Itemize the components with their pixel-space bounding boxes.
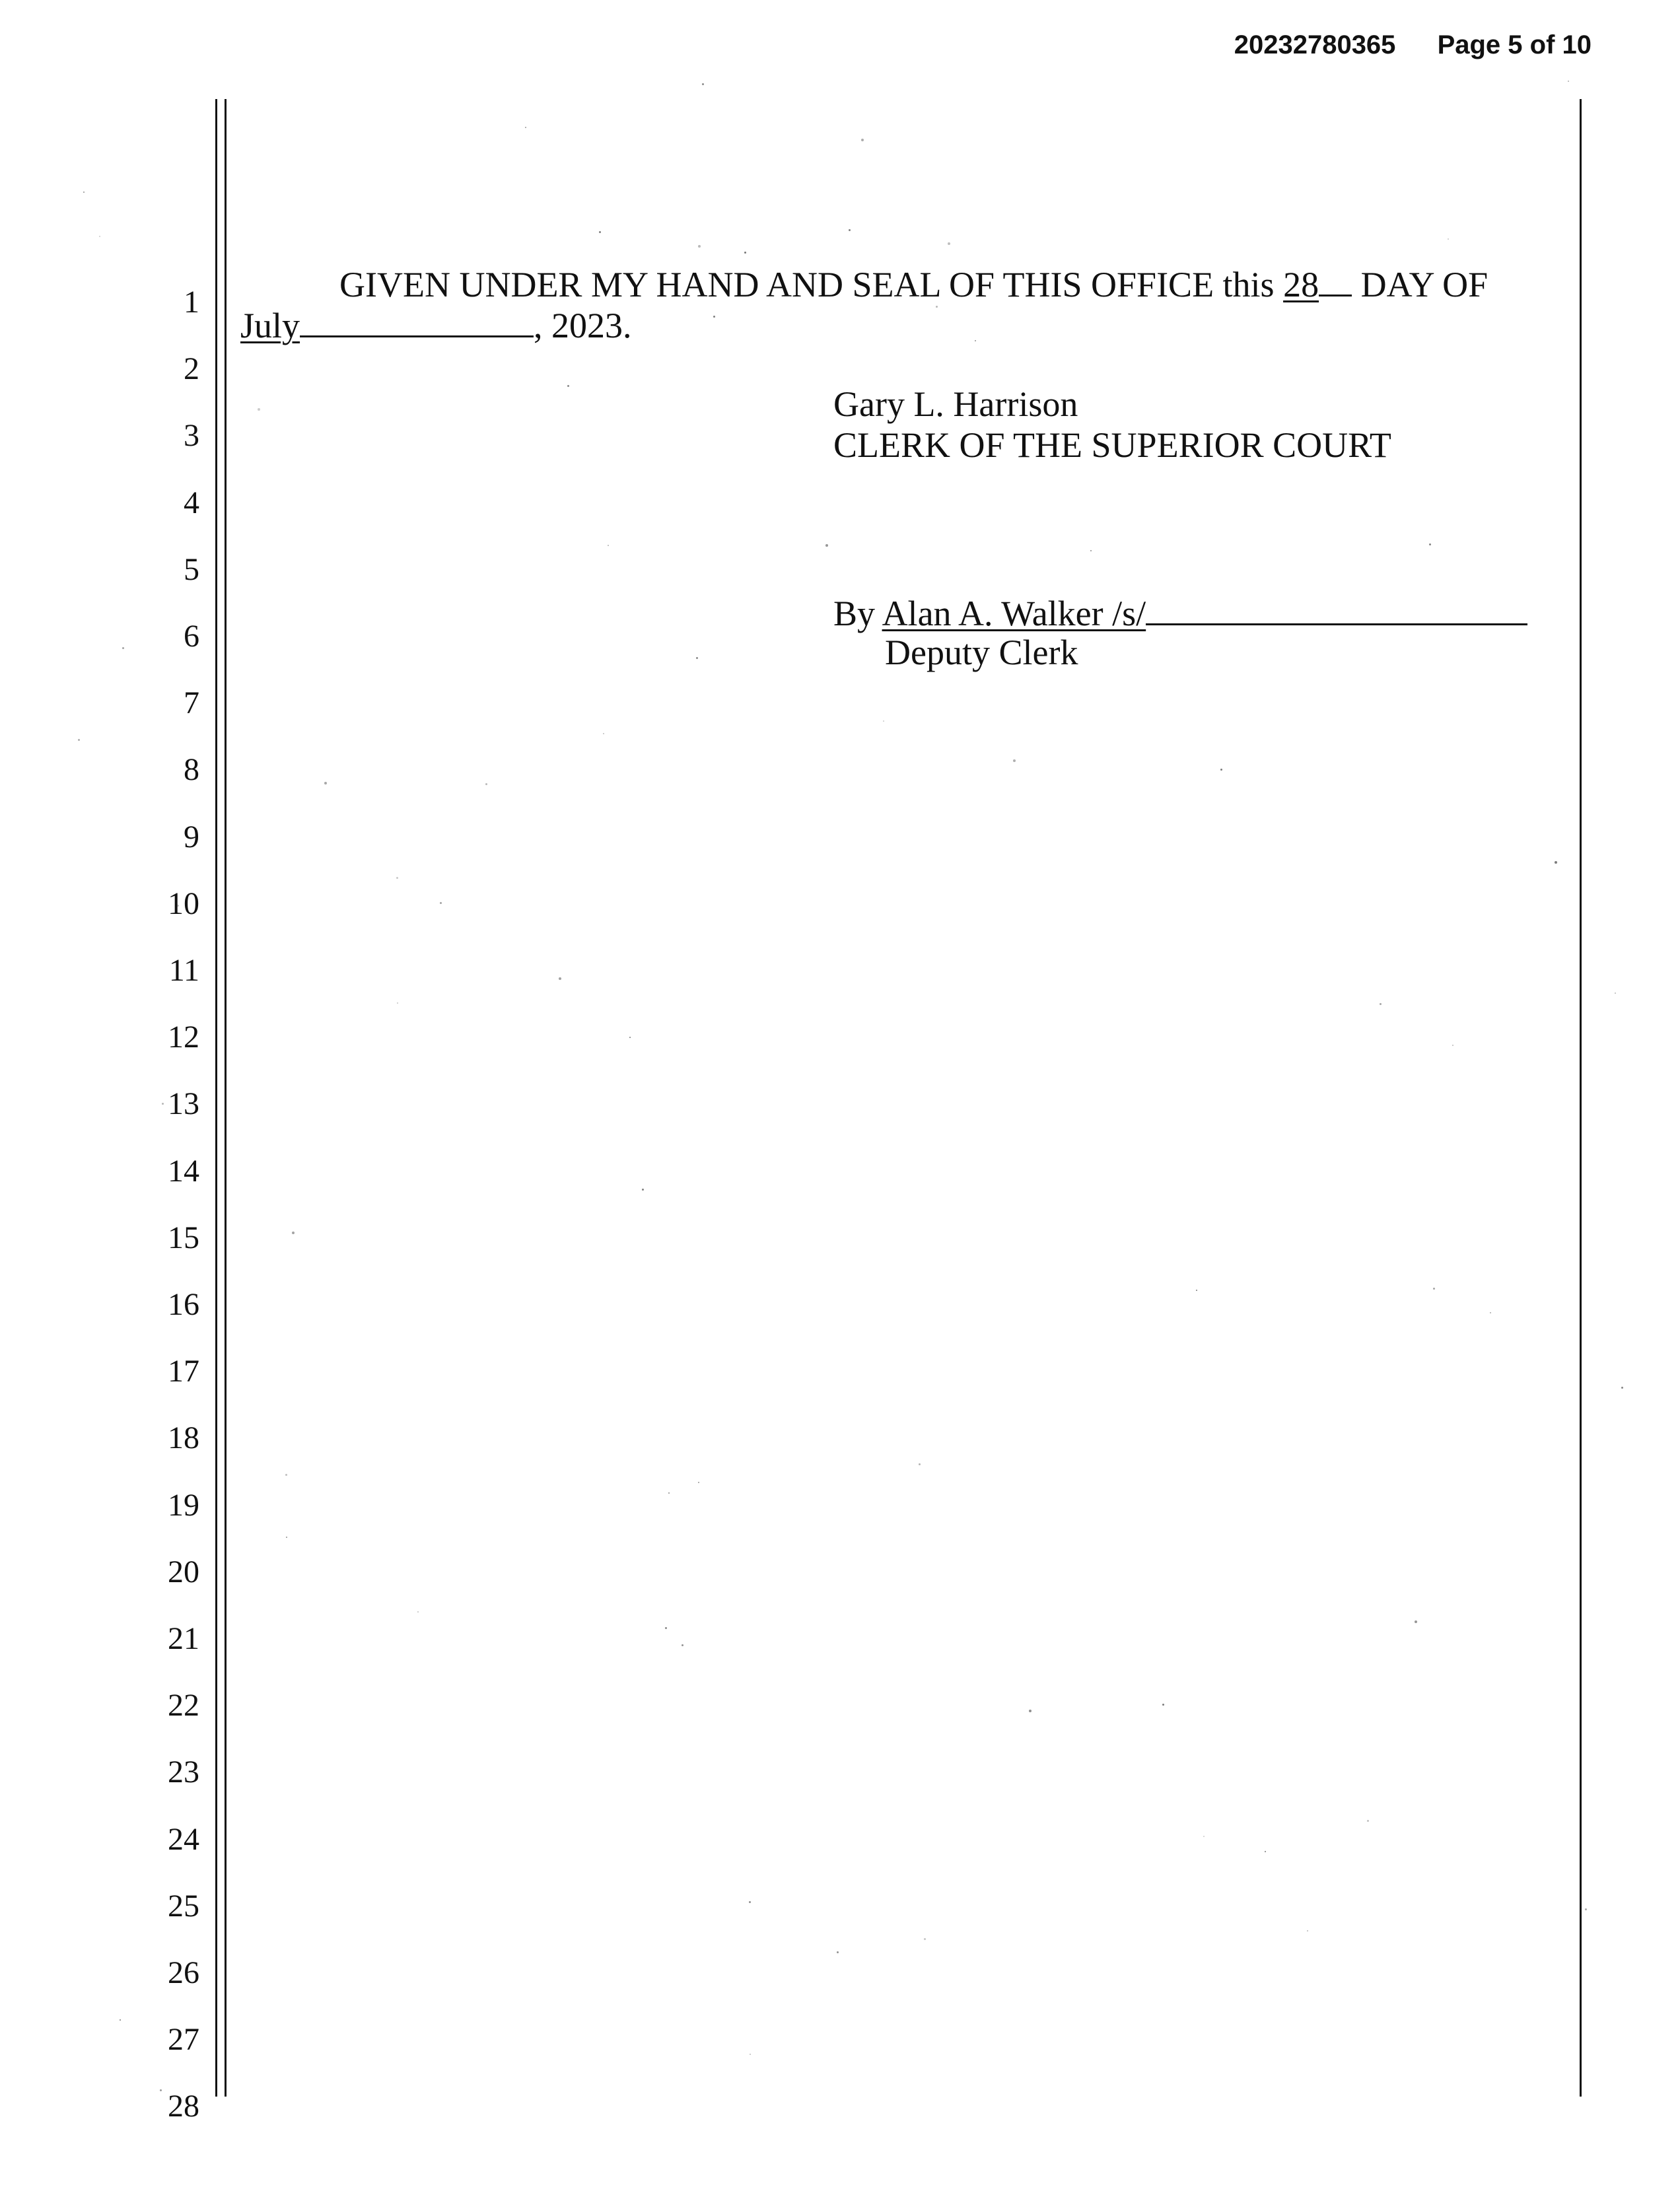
scan-speck (397, 1002, 398, 1004)
scan-speck (177, 905, 179, 907)
line-number: 3 (184, 418, 199, 453)
scan-speck (1490, 1312, 1491, 1313)
scan-speck (292, 1232, 295, 1234)
scan-speck (83, 191, 85, 193)
day-blank (1319, 261, 1352, 296)
scan-speck (1429, 543, 1431, 545)
scan-speck (525, 127, 526, 128)
scan-speck (919, 1463, 921, 1465)
scan-speck (1415, 1620, 1417, 1623)
scan-speck (1585, 1908, 1587, 1910)
scan-speck (78, 739, 80, 741)
scan-speck (1380, 1003, 1382, 1005)
scan-speck (837, 1951, 839, 1953)
scan-speck (750, 2054, 751, 2055)
signature-by: By (833, 594, 876, 633)
line-number: 12 (168, 1020, 199, 1055)
scan-speck (698, 1482, 699, 1483)
scan-speck (1203, 1836, 1205, 1837)
scan-speck (1220, 769, 1222, 771)
scan-speck (744, 252, 746, 254)
scan-speck (1555, 861, 1557, 864)
scan-speck (285, 1474, 287, 1476)
line-number: 4 (184, 485, 199, 520)
line-number: 28 (168, 2089, 199, 2124)
scan-speck (1367, 1820, 1369, 1822)
line-number: 15 (168, 1220, 199, 1255)
clerk-title: CLERK OF THE SUPERIOR COURT (833, 425, 1391, 465)
signature-blank (1146, 590, 1527, 625)
scan-speck (696, 657, 698, 659)
given-day-of: DAY OF (1360, 265, 1488, 304)
line-number-column (0, 0, 205, 2191)
scan-speck (1265, 1851, 1266, 1852)
line-number: 6 (184, 619, 199, 654)
line-number: 24 (168, 1822, 199, 1857)
scan-speck (1568, 81, 1569, 82)
left-margin-rule-inner (225, 99, 227, 2097)
page-indicator: Page 5 of 10 (1437, 30, 1592, 59)
scan-speck (948, 242, 950, 245)
scan-speck (1029, 1710, 1032, 1712)
line-number: 10 (168, 886, 199, 921)
scan-speck (1433, 1288, 1435, 1290)
signature-signer: Alan A. Walker /s/ (882, 594, 1146, 633)
line-number: 26 (168, 1955, 199, 1990)
given-date-line (240, 302, 632, 345)
scan-speck (608, 545, 609, 546)
scan-speck (258, 408, 260, 411)
scan-speck (1452, 1045, 1453, 1046)
given-day: 28 (1283, 265, 1319, 304)
scan-speck (1448, 238, 1449, 240)
scan-speck (324, 782, 327, 784)
line-number: 7 (184, 685, 199, 720)
signature-line (833, 590, 1527, 633)
scan-speck (99, 236, 100, 237)
scan-speck (861, 139, 864, 141)
scan-speck (1196, 1290, 1197, 1291)
scan-speck (749, 1901, 751, 1903)
line-number: 21 (168, 1621, 199, 1656)
scan-speck (642, 1189, 644, 1191)
scan-speck (1621, 1387, 1623, 1389)
month-blank (300, 302, 534, 337)
line-number: 22 (168, 1688, 199, 1723)
scan-speck (668, 1492, 670, 1494)
left-margin-rule-outer (215, 99, 217, 2097)
scan-speck (396, 877, 398, 879)
scan-speck (485, 783, 487, 785)
line-number: 11 (168, 953, 199, 988)
scan-speck (665, 1627, 667, 1629)
scan-speck (286, 1537, 287, 1538)
scan-speck (883, 720, 884, 722)
scan-speck (603, 733, 604, 734)
scan-speck (1162, 1704, 1164, 1706)
line-number: 17 (168, 1354, 199, 1389)
line-number: 27 (168, 2022, 199, 2057)
scan-speck (1307, 1930, 1308, 1931)
scan-speck (559, 977, 561, 980)
scan-speck (629, 1037, 631, 1038)
right-margin-rule (1580, 99, 1582, 2097)
scan-speck (567, 385, 569, 387)
scan-speck (1061, 623, 1063, 626)
scan-speck (924, 1938, 926, 1940)
line-number: 18 (168, 1420, 199, 1455)
given-under-hand-line (339, 261, 1488, 304)
scan-speck (713, 316, 715, 318)
line-number: 23 (168, 1755, 199, 1790)
line-number: 5 (184, 552, 199, 587)
scan-speck (1090, 550, 1092, 551)
line-number: 19 (168, 1488, 199, 1523)
given-year: , 2023. (534, 306, 632, 345)
line-number: 13 (168, 1086, 199, 1121)
page-header (1234, 30, 1592, 60)
given-month: July (240, 306, 300, 345)
document-number: 20232780365 (1234, 30, 1396, 59)
line-number: 2 (184, 351, 199, 386)
scan-speck (849, 229, 851, 231)
scan-speck (825, 544, 828, 547)
scan-speck (682, 1644, 683, 1646)
scan-speck (702, 83, 704, 85)
given-statement: GIVEN UNDER MY HAND AND SEAL OF THIS OFFICE this (339, 265, 1275, 304)
scan-speck (1615, 992, 1616, 994)
line-number: 8 (184, 752, 199, 787)
scan-speck (440, 902, 442, 904)
line-number: 25 (168, 1889, 199, 1924)
scan-speck (122, 647, 124, 649)
scan-speck (698, 245, 701, 248)
scan-speck (1013, 759, 1016, 762)
clerk-name: Gary L. Harrison (833, 384, 1078, 424)
scan-speck (599, 231, 601, 233)
scan-speck (936, 306, 938, 308)
line-number: 9 (184, 819, 199, 854)
scan-speck (160, 2089, 162, 2091)
scan-speck (120, 2019, 121, 2021)
line-number: 20 (168, 1554, 199, 1589)
line-number: 1 (184, 285, 199, 320)
line-number: 16 (168, 1287, 199, 1322)
scan-speck (417, 1611, 419, 1613)
scan-speck (975, 340, 976, 341)
signature-role: Deputy Clerk (885, 633, 1078, 672)
scan-speck (162, 1103, 164, 1105)
line-number: 14 (168, 1154, 199, 1189)
